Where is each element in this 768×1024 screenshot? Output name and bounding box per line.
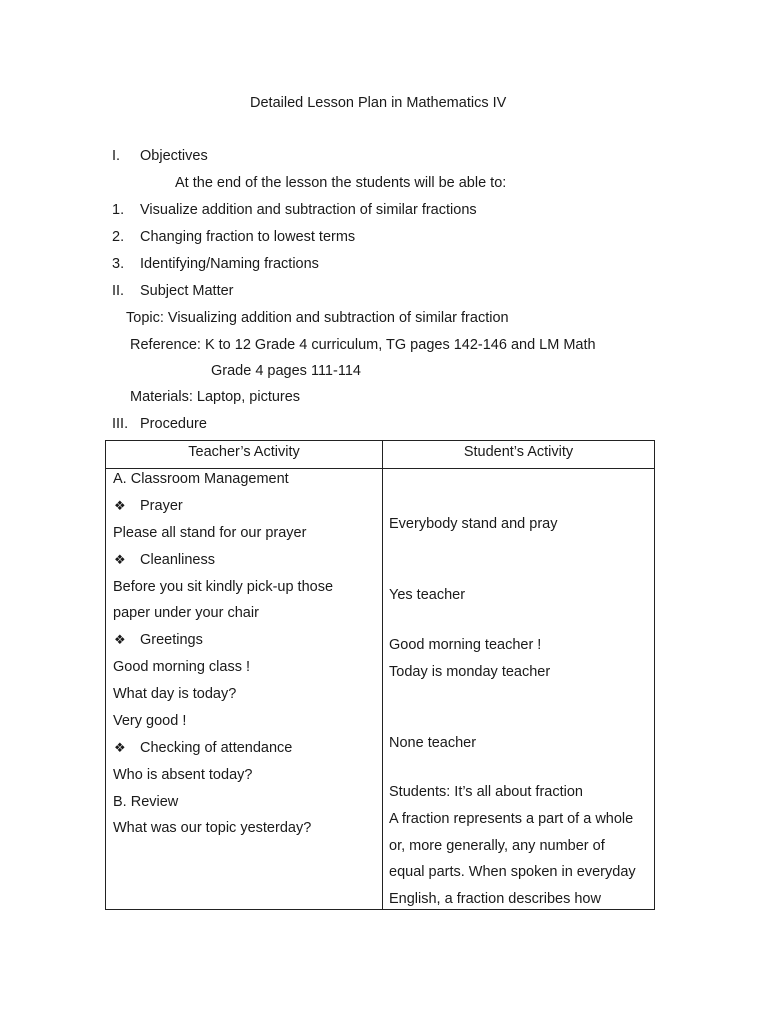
subject-reference-line1: Reference: K to 12 Grade 4 curriculum, TG pages 142-146 and LM Math	[130, 337, 596, 353]
table-column-divider	[382, 441, 383, 909]
objective-item: Visualize addition and subtraction of similar fractions	[140, 202, 477, 218]
student-line: Students: It’s all about fraction	[389, 784, 583, 800]
procedure-table	[105, 440, 655, 910]
header-teacher-activity: Teacher’s Activity	[188, 444, 300, 460]
section-numeral-procedure: III.	[112, 416, 129, 432]
teacher-line: Checking of attendance	[140, 740, 293, 756]
student-line: or, more generally, any number of	[389, 838, 605, 854]
section-heading-procedure: Procedure	[140, 416, 207, 432]
section-heading-objectives: Objectives	[140, 148, 208, 164]
teacher-line: Who is absent today?	[113, 767, 253, 783]
header-student-activity: Student’s Activity	[463, 444, 574, 460]
section-numeral-subject-matter: II.	[112, 283, 125, 299]
teacher-line: Before you sit kindly pick-up those	[113, 579, 334, 595]
teacher-line: Good morning class !	[113, 659, 251, 675]
teacher-line: What day is today?	[113, 686, 237, 702]
document-title: Detailed Lesson Plan in Mathematics IV	[250, 95, 507, 111]
student-line: None teacher	[389, 735, 477, 751]
section-heading-subject-matter: Subject Matter	[140, 283, 234, 299]
student-line: Today is monday teacher	[389, 664, 551, 680]
subject-topic: Topic: Visualizing addition and subtraction of similar fraction	[126, 310, 509, 326]
teacher-line: B. Review	[113, 794, 179, 810]
objective-number: 3.	[112, 256, 125, 272]
teacher-line: A. Classroom Management	[113, 471, 289, 487]
student-line: English, a fraction describes how	[389, 891, 601, 907]
teacher-line: What was our topic yesterday?	[113, 820, 312, 836]
teacher-bullet-line	[114, 739, 292, 758]
table-header-divider	[106, 468, 654, 469]
student-line: Everybody stand and pray	[389, 516, 558, 532]
teacher-line: Very good !	[113, 713, 187, 729]
student-line: Yes teacher	[389, 587, 466, 603]
teacher-bullet-line	[114, 497, 183, 516]
objective-number: 2.	[112, 229, 125, 245]
teacher-bullet-line	[114, 631, 203, 650]
teacher-bullet-line	[114, 551, 215, 570]
objective-number: 1.	[112, 202, 125, 218]
bullet-icon: ❖	[114, 553, 126, 568]
bullet-icon: ❖	[114, 499, 126, 514]
teacher-line: Cleanliness	[140, 552, 215, 568]
objective-item: Changing fraction to lowest terms	[140, 229, 356, 245]
subject-reference-line2: Grade 4 pages 111-114	[211, 363, 361, 379]
student-line: A fraction represents a part of a whole	[389, 811, 634, 827]
bullet-icon: ❖	[114, 741, 126, 756]
student-line: Good morning teacher !	[389, 637, 542, 653]
objective-item: Identifying/Naming fractions	[140, 256, 319, 272]
section-numeral-objectives: I.	[112, 148, 121, 164]
teacher-line: paper under your chair	[113, 605, 259, 621]
teacher-line: Greetings	[140, 632, 203, 648]
subject-materials: Materials: Laptop, pictures	[130, 389, 301, 405]
student-line: equal parts. When spoken in everyday	[389, 864, 636, 880]
objectives-intro: At the end of the lesson the students will be able to:	[175, 175, 507, 191]
bullet-icon: ❖	[114, 633, 126, 648]
teacher-line: Please all stand for our prayer	[113, 525, 307, 541]
teacher-line: Prayer	[140, 498, 183, 514]
